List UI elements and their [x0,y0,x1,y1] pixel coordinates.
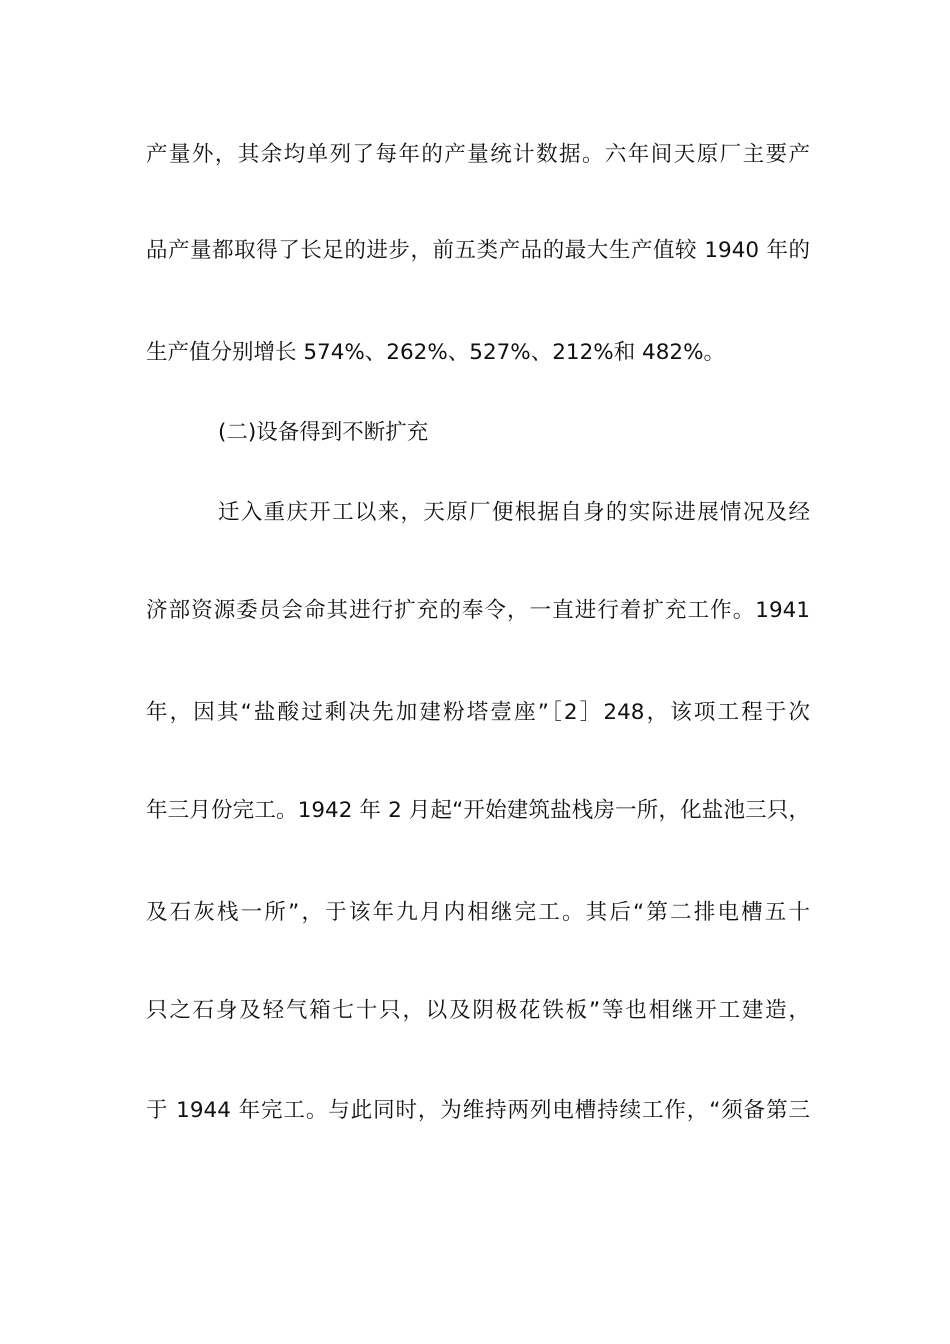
paragraph-line-8: 年三月份完工。1942 年 2 月起“开始建筑盐栈房一所，化盐池三只， [146,798,810,823]
paragraph-line-7: 年，因其“盐酸过剩决先加建粉塔壹座”［2］248，该项工程于次 [146,700,810,725]
paragraph-line-10: 只之石身及轻气箱七十只，以及阴极花铁板”等也相继开工建造， [146,998,810,1023]
paragraph-line-9: 及石灰栈一所”，于该年九月内相继完工。其后“第二排电槽五十 [146,900,810,925]
paragraph-line-5: 迁入重庆开工以来，天原厂便根据自身的实际进展情况及经 [218,500,810,525]
paragraph-line-3: 生产值分别增长 574%、262%、527%、212%和 482%。 [146,340,726,365]
paragraph-line-11: 于 1944 年完工。与此同时，为维持两列电槽持续工作，“须备第三 [146,1098,810,1123]
section-heading: (二)设备得到不断扩充 [218,420,429,445]
paragraph-line-6: 济部资源委员会命其进行扩充的奉令，一直进行着扩充工作。1941 [146,598,810,623]
paragraph-line-2: 品产量都取得了长足的进步，前五类产品的最大生产值较 1940 年的 [146,238,810,263]
paragraph-line-1: 产量外，其余均单列了每年的产量统计数据。六年间天原厂主要产 [146,142,810,167]
